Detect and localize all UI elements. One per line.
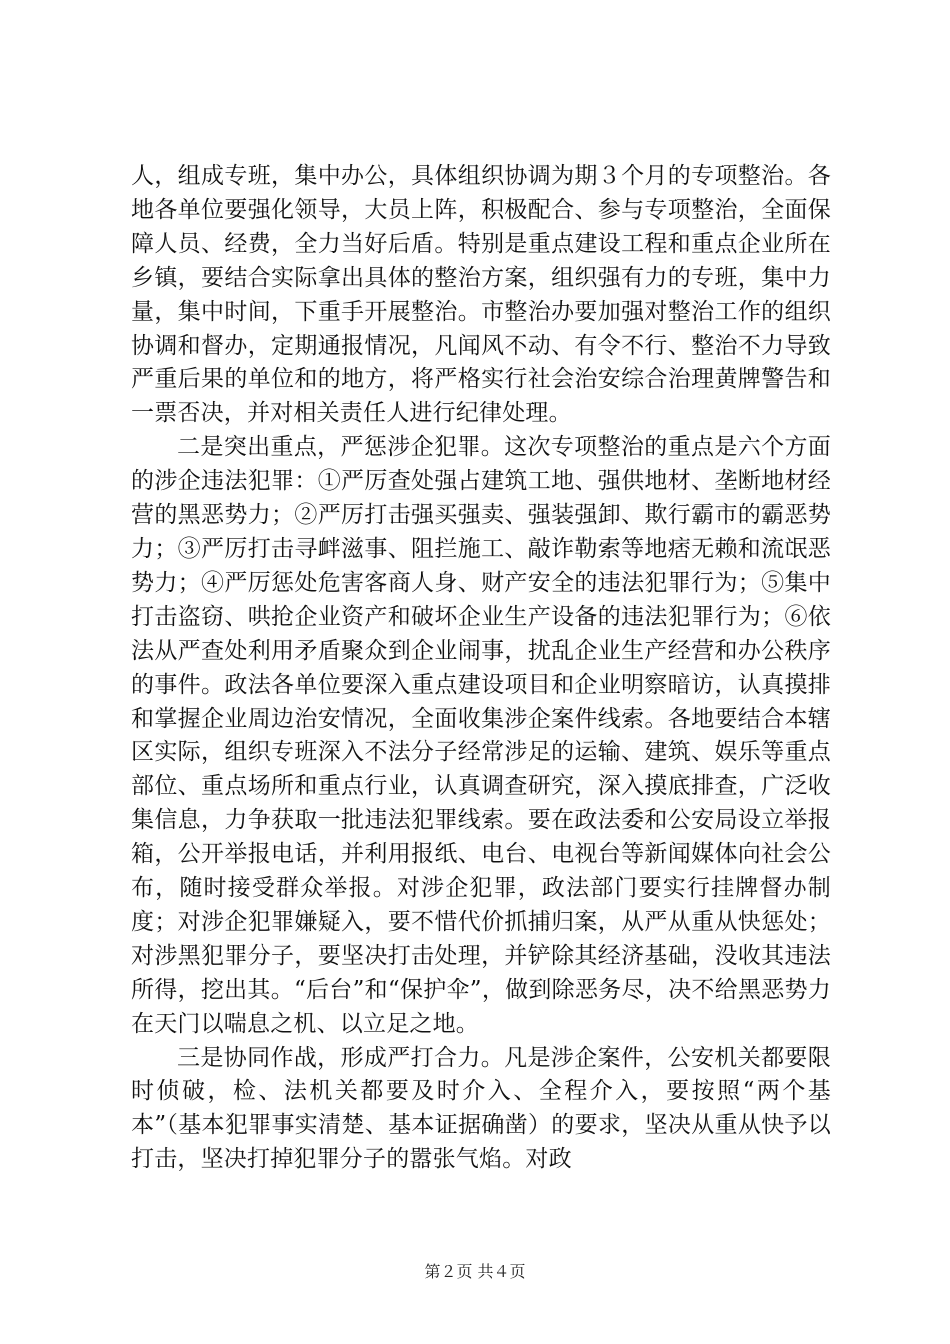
paragraph-1: 人，组成专班，集中办公，具体组织协调为期３个月的专项整治。各地各单位要强化领导，大员上阵，积极配合、参与专项整治，全面保障人员、经费，全力当好后盾。特别是重点建设工程和重点企业所在乡镇，要结合实际拿出具体的整治方案，组织强有力的专班，集中力量，集中时间，下重手开展整治。市整治办要加强对整治工作的组织协调和督办，定期通报情况，凡闻风不动、有令不行、整治不力导致严重后果的单位和的地方，将严格实行社会治安综合治理黄牌警告和一票否决，并对相关责任人进行纪律处理。 xyxy=(131,163,831,427)
page-number-footer: 第２页 共４页 xyxy=(424,1262,526,1281)
document-body xyxy=(131,160,831,1177)
paragraph-3: 三是协同作战，形成严打合力。凡是涉企案件，公安机关都要限时侦破，检、法机关都要及时介入、全程介入，要按照“两个基本”（基本犯罪事实清楚、基本证据确凿）的要求，坚决从重从快予以打击，坚决打掉犯罪分子的嚣张气焰。对政 xyxy=(131,1044,831,1173)
paragraph-2: 二是突出重点，严惩涉企犯罪。这次专项整治的重点是六个方面的涉企违法犯罪：①严厉查处强占建筑工地、强供地材、垄断地材经营的黑恶势力；②严厉打击强买强卖、强装强卸、欺行霸市的霸恶势力；③严厉打击寻衅滋事、阻拦施工、敲诈勒索等地痞无赖和流氓恶势力；④严厉惩处危害客商人身、财产安全的违法犯罪行为；⑤集中打击盗窃、哄抢企业资产和破坏企业生产设备的违法犯罪行为；⑥依法从严查处利用矛盾聚众到企业闹事，扰乱企业生产经营和办公秩序的事件。政法各单位要深入重点建设项目和企业明察暗访，认真摸排和掌握企业周边治安情况，全面收集涉企案件线索。各地要结合本辖区实际，组织专班深入不法分子经常涉足的运输、建筑、娱乐等重点部位、重点场所和重点行业，认真调查研究，深入摸底排查，广泛收集信息，力争获取一批违法犯罪线索。要在政法委和公安局设立举报箱，公开举报电话，并利用报纸、电台、电视台等新闻媒体向社会公布，随时接受群众举报。对涉企犯罪，政法部门要实行挂牌督办制度；对涉企犯罪嫌疑入，要不惜代价抓捕归案，从严从重从快惩处；对涉黑犯罪分子，要坚决打击处理，并铲除其经济基础，没收其违法所得，挖出其。“后台”和“保护伞”，做到除恶务尽，决不给黑恶势力在天门以喘息之机、以立足之地。 xyxy=(131,434,831,1037)
